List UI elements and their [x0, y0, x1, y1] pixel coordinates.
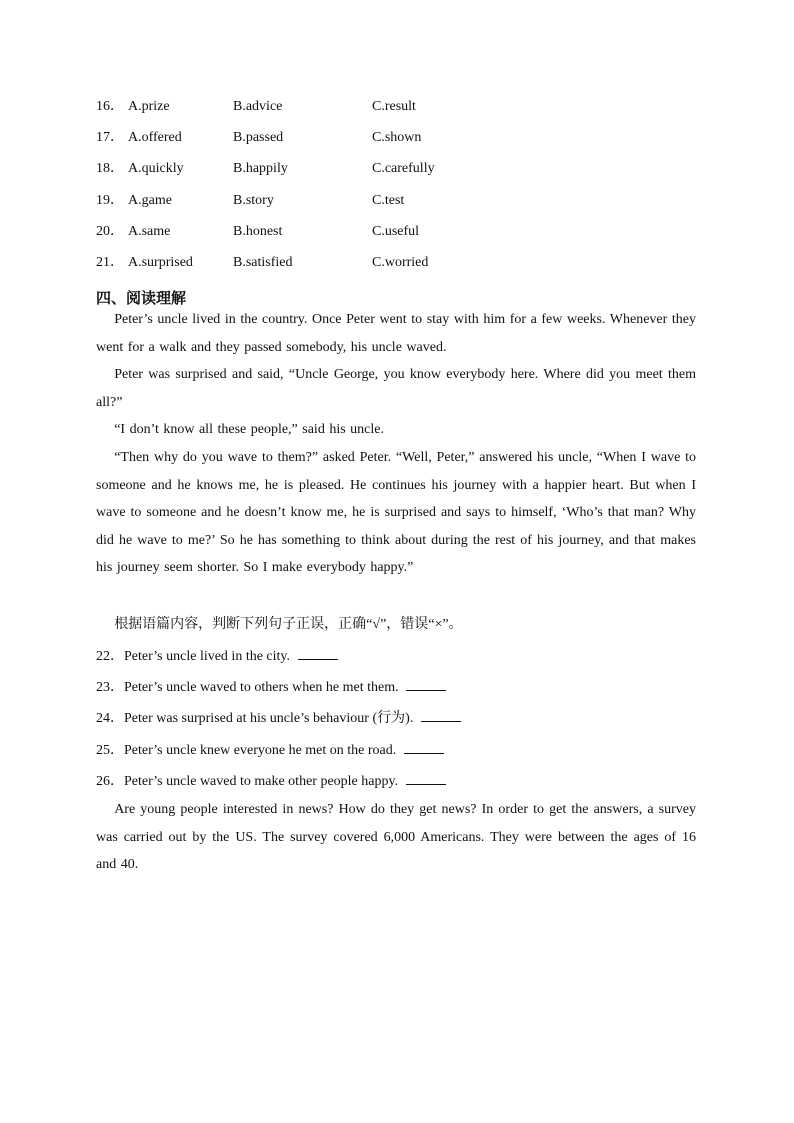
option-a: A.surprised [128, 254, 193, 270]
question-row [96, 739, 696, 770]
option-c: C.carefully [372, 161, 435, 177]
question-number: 17． [96, 130, 124, 146]
section-title: 四、阅读理解 [96, 289, 187, 307]
option-b: B.passed [233, 130, 284, 146]
question-row [96, 645, 696, 676]
choice-row [96, 158, 696, 189]
choice-row [96, 190, 696, 221]
reading-passage [96, 306, 696, 582]
answer-blank[interactable] [406, 676, 446, 691]
option-a: A.game [128, 192, 172, 208]
answer-blank[interactable] [298, 645, 338, 660]
question-row [96, 676, 696, 707]
option-c: C.test [372, 192, 405, 208]
question-text: Peter was surprised at his uncle’s behaviour (行为). [124, 711, 417, 727]
true-false-questions [96, 645, 696, 801]
multiple-choice-options [96, 96, 696, 283]
choice-row [96, 127, 696, 158]
option-c: C.worried [372, 254, 429, 270]
option-c: C.result [372, 99, 416, 114]
question-text: Peter’s uncle waved to make other people happy. [124, 773, 402, 789]
option-c: C.shown [372, 130, 422, 146]
question-number: 24． [96, 711, 124, 727]
passage-paragraph: Are young people interested in news? How do they get news? In order to get the answers, a survey was carried out by the US. The survey covered 6,000 Americans. They were between the ages of 16 and 40. [96, 802, 696, 873]
choice-row [96, 96, 696, 127]
question-row [96, 707, 696, 738]
answer-blank[interactable] [406, 770, 446, 785]
question-text: Peter’s uncle knew everyone he met on the road. [124, 742, 400, 758]
question-number: 20． [96, 223, 124, 239]
option-b: B.advice [233, 99, 283, 114]
question-number: 25． [96, 742, 124, 758]
instruction-text: 根据语篇内容，判断下列句子正误，正确“√”，错误“×”。 [114, 617, 463, 632]
choice-row [96, 221, 696, 252]
option-b: B.story [233, 192, 274, 208]
question-text: Peter’s uncle lived in the city. [124, 649, 294, 664]
passage-paragraph: “I don’t know all these people,” said his uncle. [114, 422, 384, 438]
option-c: C.useful [372, 223, 420, 239]
answer-blank[interactable] [404, 739, 444, 754]
question-number: 22． [96, 649, 124, 664]
choice-row [96, 252, 696, 283]
option-a: A.same [128, 223, 171, 239]
option-b: B.honest [233, 223, 283, 239]
question-number: 21． [96, 254, 124, 270]
second-passage [96, 796, 696, 879]
option-a: A.prize [128, 99, 170, 114]
option-b: B.satisfied [233, 254, 293, 270]
question-text: Peter’s uncle waved to others when he met them. [124, 680, 403, 696]
option-a: A.offered [128, 130, 182, 146]
question-number: 26． [96, 773, 124, 789]
question-number: 18． [96, 161, 124, 177]
question-number: 19． [96, 192, 124, 208]
question-number: 16． [96, 99, 124, 114]
passage-paragraph: “Then why do you wave to them?” asked Peter. “Well, Peter,” answered his uncle, “When I wave to someone and he knows me, he is pleased. He continues his journey with a happier heart. But when I wave to someone and he doesn’t know me, he is surprised and says to himself, ‘Who’s that man? Why did he wave to me?’ So he has something to think about during the rest of his journey, and that makes his journey seem shorter. So I make everybody happy.” [96, 449, 696, 576]
passage-paragraph: Peter’s uncle lived in the country. Once Peter went to stay with him for a few weeks. Whenever they went for a walk and they passed somebody, his uncle waved. [96, 312, 696, 355]
answer-blank[interactable] [421, 707, 461, 722]
option-b: B.happily [233, 161, 288, 177]
question-number: 23． [96, 680, 124, 696]
passage-paragraph: Peter was surprised and said, “Uncle George, you know everybody here. Where did you meet them all?” [96, 367, 696, 410]
option-a: A.quickly [128, 161, 184, 177]
